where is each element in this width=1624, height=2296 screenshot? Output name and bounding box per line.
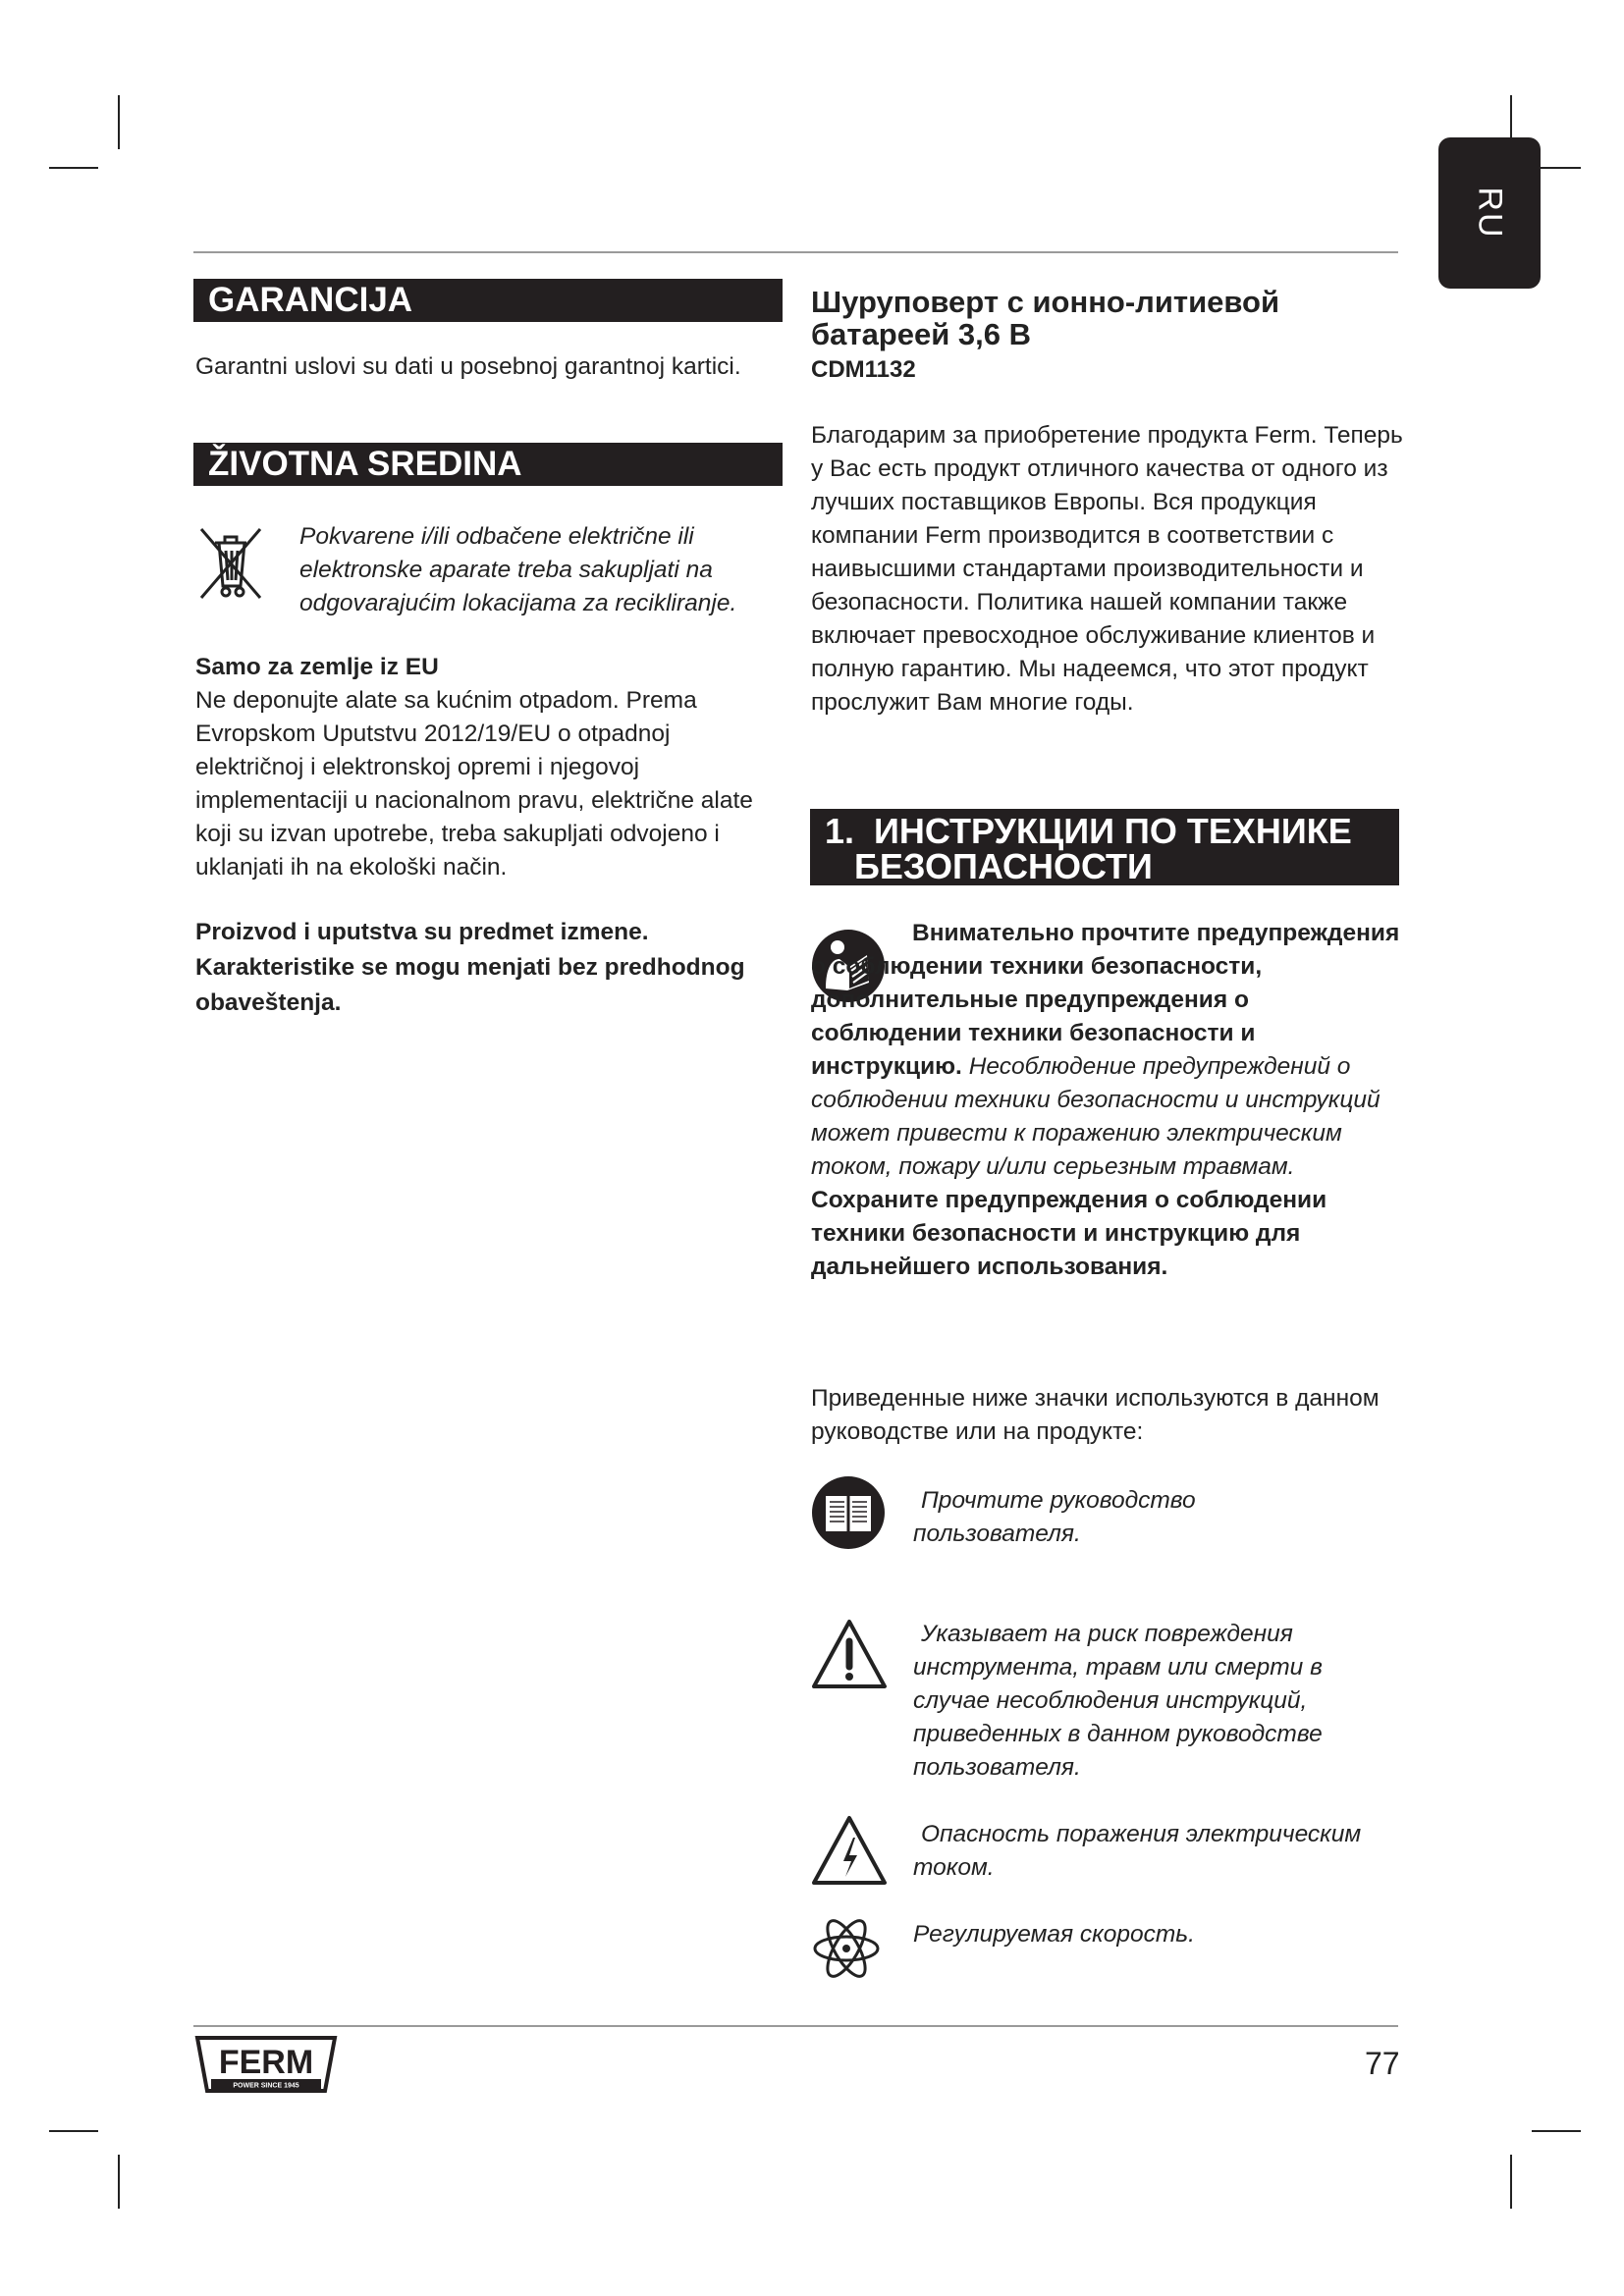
symbol-electric-text: Опасность поражения электрическим током.: [913, 1821, 1362, 1881]
variable-speed-icon: [811, 1916, 882, 1981]
section-number: 1.: [825, 811, 855, 851]
warranty-heading: GARANCIJA: [193, 279, 783, 322]
change-notice: Proizvod i uputstva su predmet izmene. Karakteristike se mogu menjati bez predhodnog obaveštenja.: [195, 919, 745, 1016]
language-tab-label: RU: [1471, 187, 1509, 240]
safety-warning-italic: Несоблюдение предупреждений о соблюдении техники безопасности и инструкций может привести к поражению электрическим током, пожару и/или серьезным травмам.: [811, 1053, 1380, 1180]
safety-warning-bold-2: Сохраните предупреждения о соблюдении техники безопасности и инструкцию для дальнейшего использования.: [811, 1187, 1327, 1280]
crop-mark: [49, 167, 98, 169]
safety-warning-bold-1: Внимательно прочтите предупреждения о соблюдении техники безопасности, дополнительные предупреждения о соблюдении техники безопасности и инструкцию.: [811, 920, 1400, 1080]
eu-text: Ne deponujte alate sa kućnim otpadom. Prema Evropskom Uputstvu 2012/19/EU o otpadnoj električnoj i elektronskoj opremi i njegovoj implementaciji u nacionalnom pravu, električne alate koji su izvan upotrebe, treba sakupljati odvojeno i uklanjati ih na ekološki način.: [195, 687, 753, 881]
intro-text: Благодарим за приобретение продукта Ferm. Теперь у Вас есть продукт отличного качества от одного из лучших поставщиков Европы. Вся продукция компании Ferm производится в соответствии с наивысшими стандартами производительности и безопасности. Политика нашей компании также включает превосходное обслуживание клиентов и полную гарантию. Мы надеемся, что этот продукт прослужит Вам многие годы.: [811, 422, 1403, 716]
warranty-text: Garantni uslovi su dati u posebnoj garantnoj kartici.: [195, 353, 741, 380]
section-title-line-2: БЕЗОПАСНОСТИ: [854, 846, 1153, 886]
page-number: 77: [1365, 2046, 1400, 2081]
weee-bin-icon: [195, 525, 266, 602]
symbols-intro: Приведенные ниже значки используются в данном руководстве или на продукте:: [811, 1385, 1380, 1445]
safety-section-heading: [810, 809, 1399, 885]
logo-brand: FERM: [218, 2044, 314, 2081]
crop-mark: [49, 2130, 98, 2132]
book-icon: [810, 1474, 887, 1551]
crop-mark: [118, 2155, 120, 2209]
product-title: Шуруповерт с ионно-литиевой батареей 3,6 В: [811, 285, 1280, 351]
symbol-warning-text: Указывает на риск повреждения инструмента, травм или смерти в случае несоблюдения инструкций, приведенных в данном руководстве пользователя.: [913, 1621, 1323, 1781]
top-rule: [193, 251, 1398, 253]
language-tab: [1438, 137, 1541, 289]
safety-warning-text: [811, 917, 1400, 1284]
model-number: CDM1132: [811, 356, 916, 383]
environment-note: Pokvarene i/ili odbačene električne ili elektronske aparate treba sakupljati na odgovarajućim lokacijama za recikliranje.: [299, 523, 737, 616]
bottom-rule: [193, 2025, 1398, 2027]
crop-mark: [118, 95, 120, 149]
crop-mark: [1510, 2155, 1512, 2209]
logo-tagline: POWER SINCE 1945: [233, 2082, 299, 2090]
electric-shock-icon: [810, 1814, 889, 1887]
section-title-line-1: ИНСТРУКЦИИ ПО ТЕХНИКЕ: [874, 811, 1352, 851]
symbol-speed-text: Регулируемая скорость.: [913, 1921, 1195, 1948]
crop-mark: [1532, 2130, 1581, 2132]
symbol-manual-text: Прочтите руководство пользователя.: [913, 1487, 1196, 1547]
warning-triangle-icon: [810, 1618, 889, 1690]
eu-heading: Samo za zemlje iz EU: [195, 654, 439, 680]
ferm-logo: [193, 2034, 339, 2098]
environment-heading: ŽIVOTNA SREDINA: [193, 443, 783, 486]
